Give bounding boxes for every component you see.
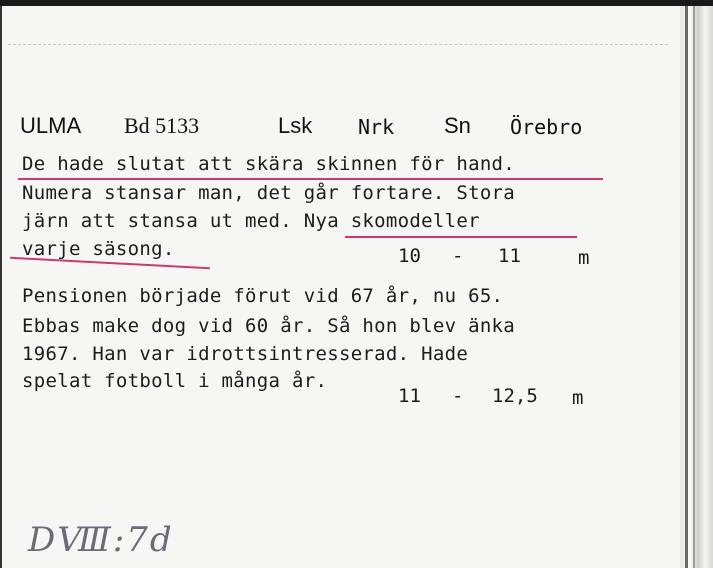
entry1-unit: m — [578, 247, 590, 269]
entry1-line-4: varje säsong. — [22, 238, 175, 260]
entry1-range-end: 11 — [498, 245, 521, 267]
entry2-line-2: Ebbas make dog vid 60 år. Så hon blev änka — [22, 315, 516, 337]
entry1-line-3: järn att stansa ut med. Nya skomodeller — [22, 210, 480, 232]
entry1-line-1: De hade slutat att skära skinnen för hand. — [22, 153, 516, 175]
entry1-line-2: Numera stansar man, det går fortare. Stora — [22, 182, 516, 204]
header-nrk: Nrk — [358, 115, 395, 139]
card-edge-line-secondary — [693, 6, 695, 568]
entry2-range-dash: - — [452, 385, 464, 407]
entry1-range-start: 10 — [398, 245, 421, 267]
header-ref: Bd 5133 — [124, 113, 200, 138]
entry2-line-4: spelat fotboll i många år. — [22, 370, 328, 392]
card-header — [20, 113, 620, 149]
card-top-rule — [8, 44, 668, 45]
entry2-line-1: Pensionen började förut vid 67 år, nu 65. — [22, 285, 504, 307]
entry1-range-dash: - — [452, 245, 464, 267]
header-lsk: Lsk — [278, 113, 313, 138]
entry2-range-start: 11 — [398, 385, 421, 407]
entry2-range-end: 12,5 — [492, 385, 538, 407]
handwritten-signature: DⅧ:7d — [28, 520, 174, 560]
entry2-unit: m — [572, 387, 584, 409]
header-name: ULMA — [20, 113, 82, 138]
card-edge-line — [685, 6, 688, 568]
header-place: Örebro — [510, 115, 583, 139]
header-sn: Sn — [444, 113, 471, 138]
underline-mark — [345, 236, 577, 238]
underline-mark — [18, 178, 603, 180]
entry2-line-3: 1967. Han var idrottsintresserad. Hade — [22, 343, 469, 365]
